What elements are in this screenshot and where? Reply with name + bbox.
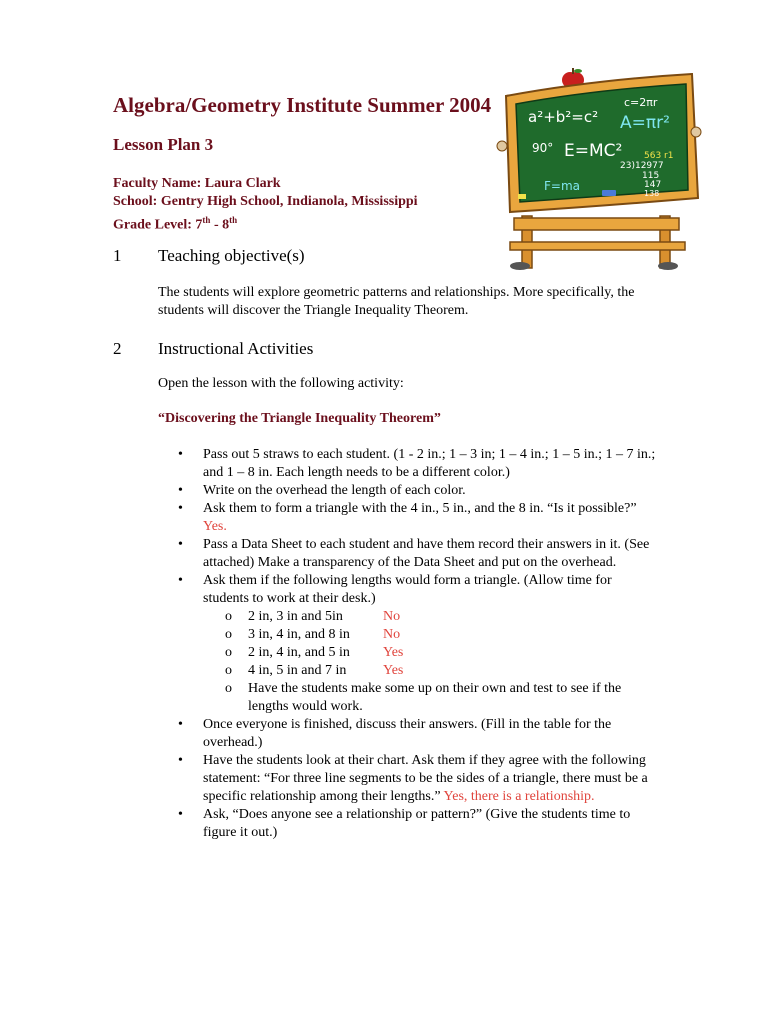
grade-level: Grade Level: 7th - 8th xyxy=(113,215,238,233)
section-2-number: 2 xyxy=(113,339,122,358)
svg-text:115: 115 xyxy=(642,171,660,181)
list-item: • Have the students look at their chart. Ask them if they agree with the following statement: “For three line segments to be the sides of a triangle, there must be a specific relationship among their lengths.” Yes, there is a relationship. xyxy=(178,753,648,804)
sublist-item: o 3 in, 4 in, and 8 in No xyxy=(225,627,401,642)
list-item: • Pass a Data Sheet to each student and have them record their answers in it. (See attached) Make a transparency of the Data Sheet and put on the overhead. xyxy=(178,537,650,570)
section-1-title: Teaching objective(s) xyxy=(158,246,305,265)
sublist-item: o 2 in, 3 in and 5in No xyxy=(225,609,401,624)
list-item: • Write on the overhead the length of each color. xyxy=(178,483,466,498)
list-item: • Once everyone is finished, discuss their answers. (Fill in the table for the overhead.) xyxy=(178,717,612,750)
section-2-title: Instructional Activities xyxy=(158,339,314,358)
list-item: • Pass out 5 straws to each student. (1 - 2 in.; 1 – 3 in; 1 – 4 in.; 1 – 5 in.; 1 – 7 in.; and 1 – 8 in. Each length needs to be a different color.) xyxy=(178,447,656,480)
list-item: • Ask them if the following lengths would form a triangle. (Allow time for students to work at their desk.) o 2 in, 3 in and 5in No o 3 in, 4 in, and 8 in No o 2 in, 4 in, and 5 in Yes o 4 in, 5 in and 7 in Yes o Have the students make some up on their own and test to see if the lengths would work. xyxy=(158,572,658,716)
svg-text:23)12977: 23)12977 xyxy=(620,161,664,171)
sublist-item: o 4 in, 5 in and 7 in Yes xyxy=(225,663,404,678)
faculty-name: Faculty Name: Laura Clark xyxy=(113,176,281,191)
answer-text: Yes, there is a relationship. xyxy=(443,789,595,804)
svg-text:A=πr²: A=πr² xyxy=(620,113,670,133)
faculty-info xyxy=(113,175,418,235)
svg-text:138: 138 xyxy=(644,189,660,198)
svg-text:a²+b²=c²: a²+b²=c² xyxy=(528,108,599,126)
section-2-intro: Open the lesson with the following activity: xyxy=(158,376,404,391)
section-1-number: 1 xyxy=(113,246,122,265)
svg-text:F=ma: F=ma xyxy=(544,179,580,193)
svg-text:90°: 90° xyxy=(532,141,554,155)
svg-text:563 r1: 563 r1 xyxy=(644,151,674,161)
sublist-item: o Have the students make some up on their own and test to see if the lengths would work. xyxy=(225,681,622,714)
activity-steps-list xyxy=(158,446,658,842)
school-name: School: Gentry High School, Indianola, Mississippi xyxy=(113,194,418,209)
svg-text:E=MC²: E=MC² xyxy=(564,141,623,161)
lengths-sublist xyxy=(203,608,658,716)
document-title: Algebra/Geometry Institute Summer 2004 xyxy=(113,93,492,117)
answer-text: Yes. xyxy=(203,519,227,534)
sublist-item: o 2 in, 4 in, and 5 in Yes xyxy=(225,645,404,660)
svg-text:c=2πr: c=2πr xyxy=(624,96,658,109)
lesson-plan-number: Lesson Plan 3 xyxy=(113,135,214,154)
activity-title: “Discovering the Triangle Inequality Theorem” xyxy=(158,411,441,426)
svg-text:147: 147 xyxy=(644,180,662,190)
section-1-objective-text: The students will explore geometric patterns and relationships. More specifically, the students will discover the Triangle Inequality Theorem. xyxy=(158,285,635,318)
list-item: • Ask, “Does anyone see a relationship or pattern?” (Give the students time to figure it out.) xyxy=(178,807,631,840)
chalkboard-illustration xyxy=(492,66,704,276)
list-item: • Ask them to form a triangle with the 4 in., 5 in., and the 8 in. “Is it possible?” Yes. xyxy=(178,501,637,534)
